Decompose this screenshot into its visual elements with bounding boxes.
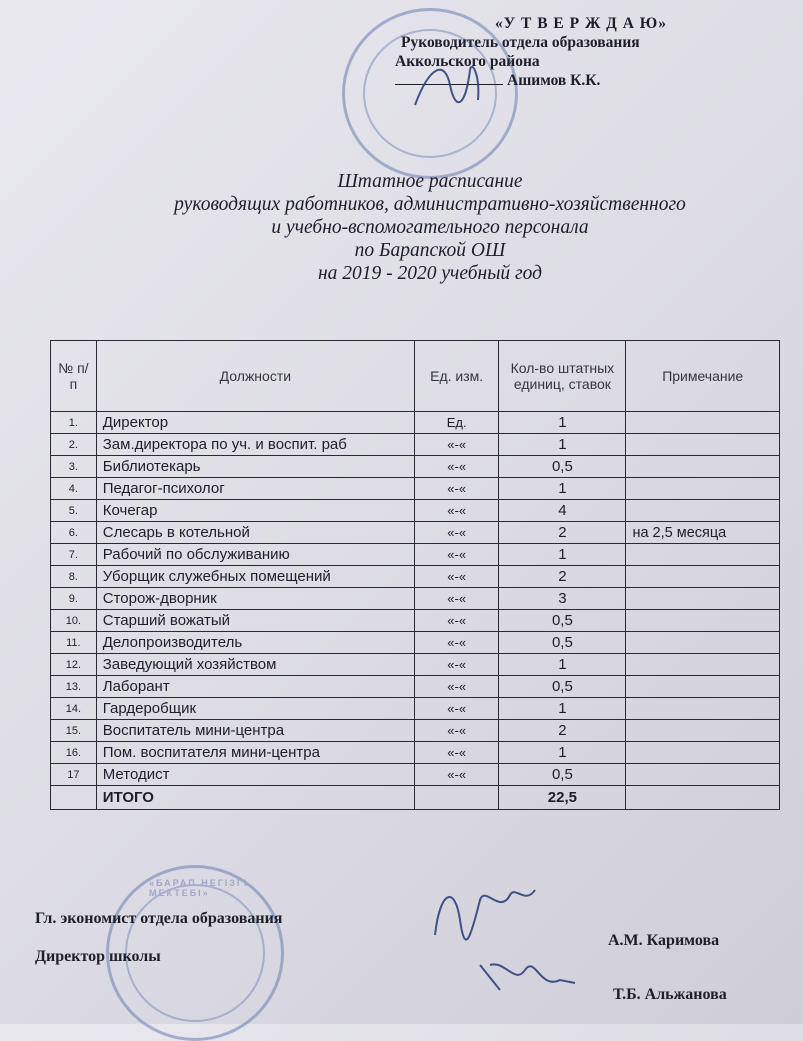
table-row: [51, 742, 780, 764]
row-note: [626, 610, 780, 632]
row-count: 2: [499, 522, 626, 544]
row-note: [626, 412, 780, 434]
table-row: [51, 720, 780, 742]
row-count: 2: [499, 566, 626, 588]
approval-title: «У Т В Е Р Ж Д А Ю»: [495, 15, 667, 32]
row-note: [626, 544, 780, 566]
row-num: 4.: [51, 478, 97, 500]
row-count: 0,5: [499, 676, 626, 698]
row-num: 5.: [51, 500, 97, 522]
economist-role: Гл. экономист отдела образования: [35, 910, 283, 927]
row-unit: «-«: [414, 698, 498, 720]
row-position: Библиотекарь: [96, 456, 414, 478]
row-count: 3: [499, 588, 626, 610]
table-row: [51, 610, 780, 632]
row-note: [626, 764, 780, 786]
table-row: [51, 434, 780, 456]
row-note: [626, 632, 780, 654]
director-name: Т.Б. Альжанова: [613, 986, 727, 1003]
row-count: 1: [499, 654, 626, 676]
row-num: 11.: [51, 632, 97, 654]
row-note: на 2,5 месяца: [626, 522, 780, 544]
row-note: [626, 720, 780, 742]
row-count: 0,5: [499, 456, 626, 478]
signature-economist: [425, 880, 545, 945]
header-unit: Ед. изм.: [414, 341, 498, 412]
title-line5: на 2019 - 2020 учебный год: [317, 263, 543, 284]
row-position: Педагог-психолог: [96, 478, 414, 500]
row-position: Директор: [96, 412, 414, 434]
row-position: Старший вожатый: [96, 610, 414, 632]
row-note: [626, 566, 780, 588]
row-unit: «-«: [414, 654, 498, 676]
table-row: [51, 632, 780, 654]
row-unit: «-«: [414, 566, 498, 588]
row-position: Уборщик служебных помещений: [96, 566, 414, 588]
row-num: 3.: [51, 456, 97, 478]
total-unit: [414, 786, 498, 810]
table-row: [51, 412, 780, 434]
row-note: [626, 676, 780, 698]
approval-signer: Ашимов К.К.: [507, 72, 601, 89]
row-position: Гардеробщик: [96, 698, 414, 720]
title-line1: Штатное расписание: [337, 171, 523, 192]
total-note: [626, 786, 780, 810]
row-num: 12.: [51, 654, 97, 676]
row-unit: Ед.: [414, 412, 498, 434]
row-note: [626, 588, 780, 610]
signature-director: [470, 955, 580, 1000]
row-num: 1.: [51, 412, 97, 434]
row-count: 4: [499, 500, 626, 522]
table-row: [51, 522, 780, 544]
title-line2: руководящих работников, административно-хозяйственного: [174, 194, 686, 215]
row-note: [626, 654, 780, 676]
table-row: [51, 588, 780, 610]
economist-name: А.М. Каримова: [608, 932, 720, 949]
row-num: 13.: [51, 676, 97, 698]
row-position: Лаборант: [96, 676, 414, 698]
row-num: 6.: [51, 522, 97, 544]
row-unit: «-«: [414, 478, 498, 500]
table-row: [51, 544, 780, 566]
table-row: [51, 478, 780, 500]
table-row: [51, 654, 780, 676]
table-row: [51, 500, 780, 522]
approval-line1: Руководитель отдела образования: [401, 34, 640, 51]
row-unit: «-«: [414, 610, 498, 632]
approval-line2: Аккольского района: [395, 53, 540, 70]
table-row: [51, 676, 780, 698]
row-num: 10.: [51, 610, 97, 632]
table-row: [51, 566, 780, 588]
row-num: 7.: [51, 544, 97, 566]
row-unit: «-«: [414, 434, 498, 456]
row-position: Сторож-дворник: [96, 588, 414, 610]
row-position: Делопроизводитель: [96, 632, 414, 654]
row-unit: «-«: [414, 764, 498, 786]
document-title: [50, 170, 803, 285]
row-count: 0,5: [499, 764, 626, 786]
row-num: 14.: [51, 698, 97, 720]
row-position: Кочегар: [96, 500, 414, 522]
row-count: 0,5: [499, 632, 626, 654]
header-position: Должности: [96, 341, 414, 412]
table-row: [51, 764, 780, 786]
row-num: 17: [51, 764, 97, 786]
total-num: [51, 786, 97, 810]
stamp-text: «БАРАП НЕГІЗГІ МЕКТЕБІ»: [149, 878, 249, 898]
row-num: 15.: [51, 720, 97, 742]
row-unit: «-«: [414, 500, 498, 522]
row-note: [626, 456, 780, 478]
row-position: Рабочий по обслуживанию: [96, 544, 414, 566]
director-role: Директор школы: [35, 948, 161, 965]
title-line3: и учебно-вспомогательного персонала: [271, 217, 589, 238]
row-num: 16.: [51, 742, 97, 764]
row-unit: «-«: [414, 720, 498, 742]
row-position: Пом. воспитателя мини-центра: [96, 742, 414, 764]
row-unit: «-«: [414, 588, 498, 610]
row-position: Заведующий хозяйством: [96, 654, 414, 676]
row-unit: «-«: [414, 456, 498, 478]
table-header-row: [51, 341, 780, 412]
row-num: 9.: [51, 588, 97, 610]
row-unit: «-«: [414, 742, 498, 764]
row-count: 0,5: [499, 610, 626, 632]
table-row: [51, 456, 780, 478]
row-position: Зам.директора по уч. и воспит. раб: [96, 434, 414, 456]
row-count: 1: [499, 742, 626, 764]
row-unit: «-«: [414, 632, 498, 654]
staff-table: [50, 340, 780, 810]
row-count: 1: [499, 698, 626, 720]
row-unit: «-«: [414, 544, 498, 566]
total-value: 22,5: [499, 786, 626, 810]
row-num: 8.: [51, 566, 97, 588]
header-count: Кол-во штатных единиц, ставок: [499, 341, 626, 412]
total-row: [51, 786, 780, 810]
title-line4: по Барапской ОШ: [354, 240, 506, 261]
row-position: Методист: [96, 764, 414, 786]
row-num: 2.: [51, 434, 97, 456]
signature-top: [410, 55, 500, 115]
row-count: 2: [499, 720, 626, 742]
row-note: [626, 500, 780, 522]
row-count: 1: [499, 544, 626, 566]
row-position: Воспитатель мини-центра: [96, 720, 414, 742]
header-num: № п/п: [51, 341, 97, 412]
row-count: 1: [499, 478, 626, 500]
row-unit: «-«: [414, 676, 498, 698]
row-count: 1: [499, 434, 626, 456]
total-label: ИТОГО: [96, 786, 414, 810]
row-count: 1: [499, 412, 626, 434]
row-note: [626, 698, 780, 720]
header-note: Примечание: [626, 341, 780, 412]
row-unit: «-«: [414, 522, 498, 544]
row-note: [626, 478, 780, 500]
row-note: [626, 742, 780, 764]
row-position: Слесарь в котельной: [96, 522, 414, 544]
row-note: [626, 434, 780, 456]
table-row: [51, 698, 780, 720]
